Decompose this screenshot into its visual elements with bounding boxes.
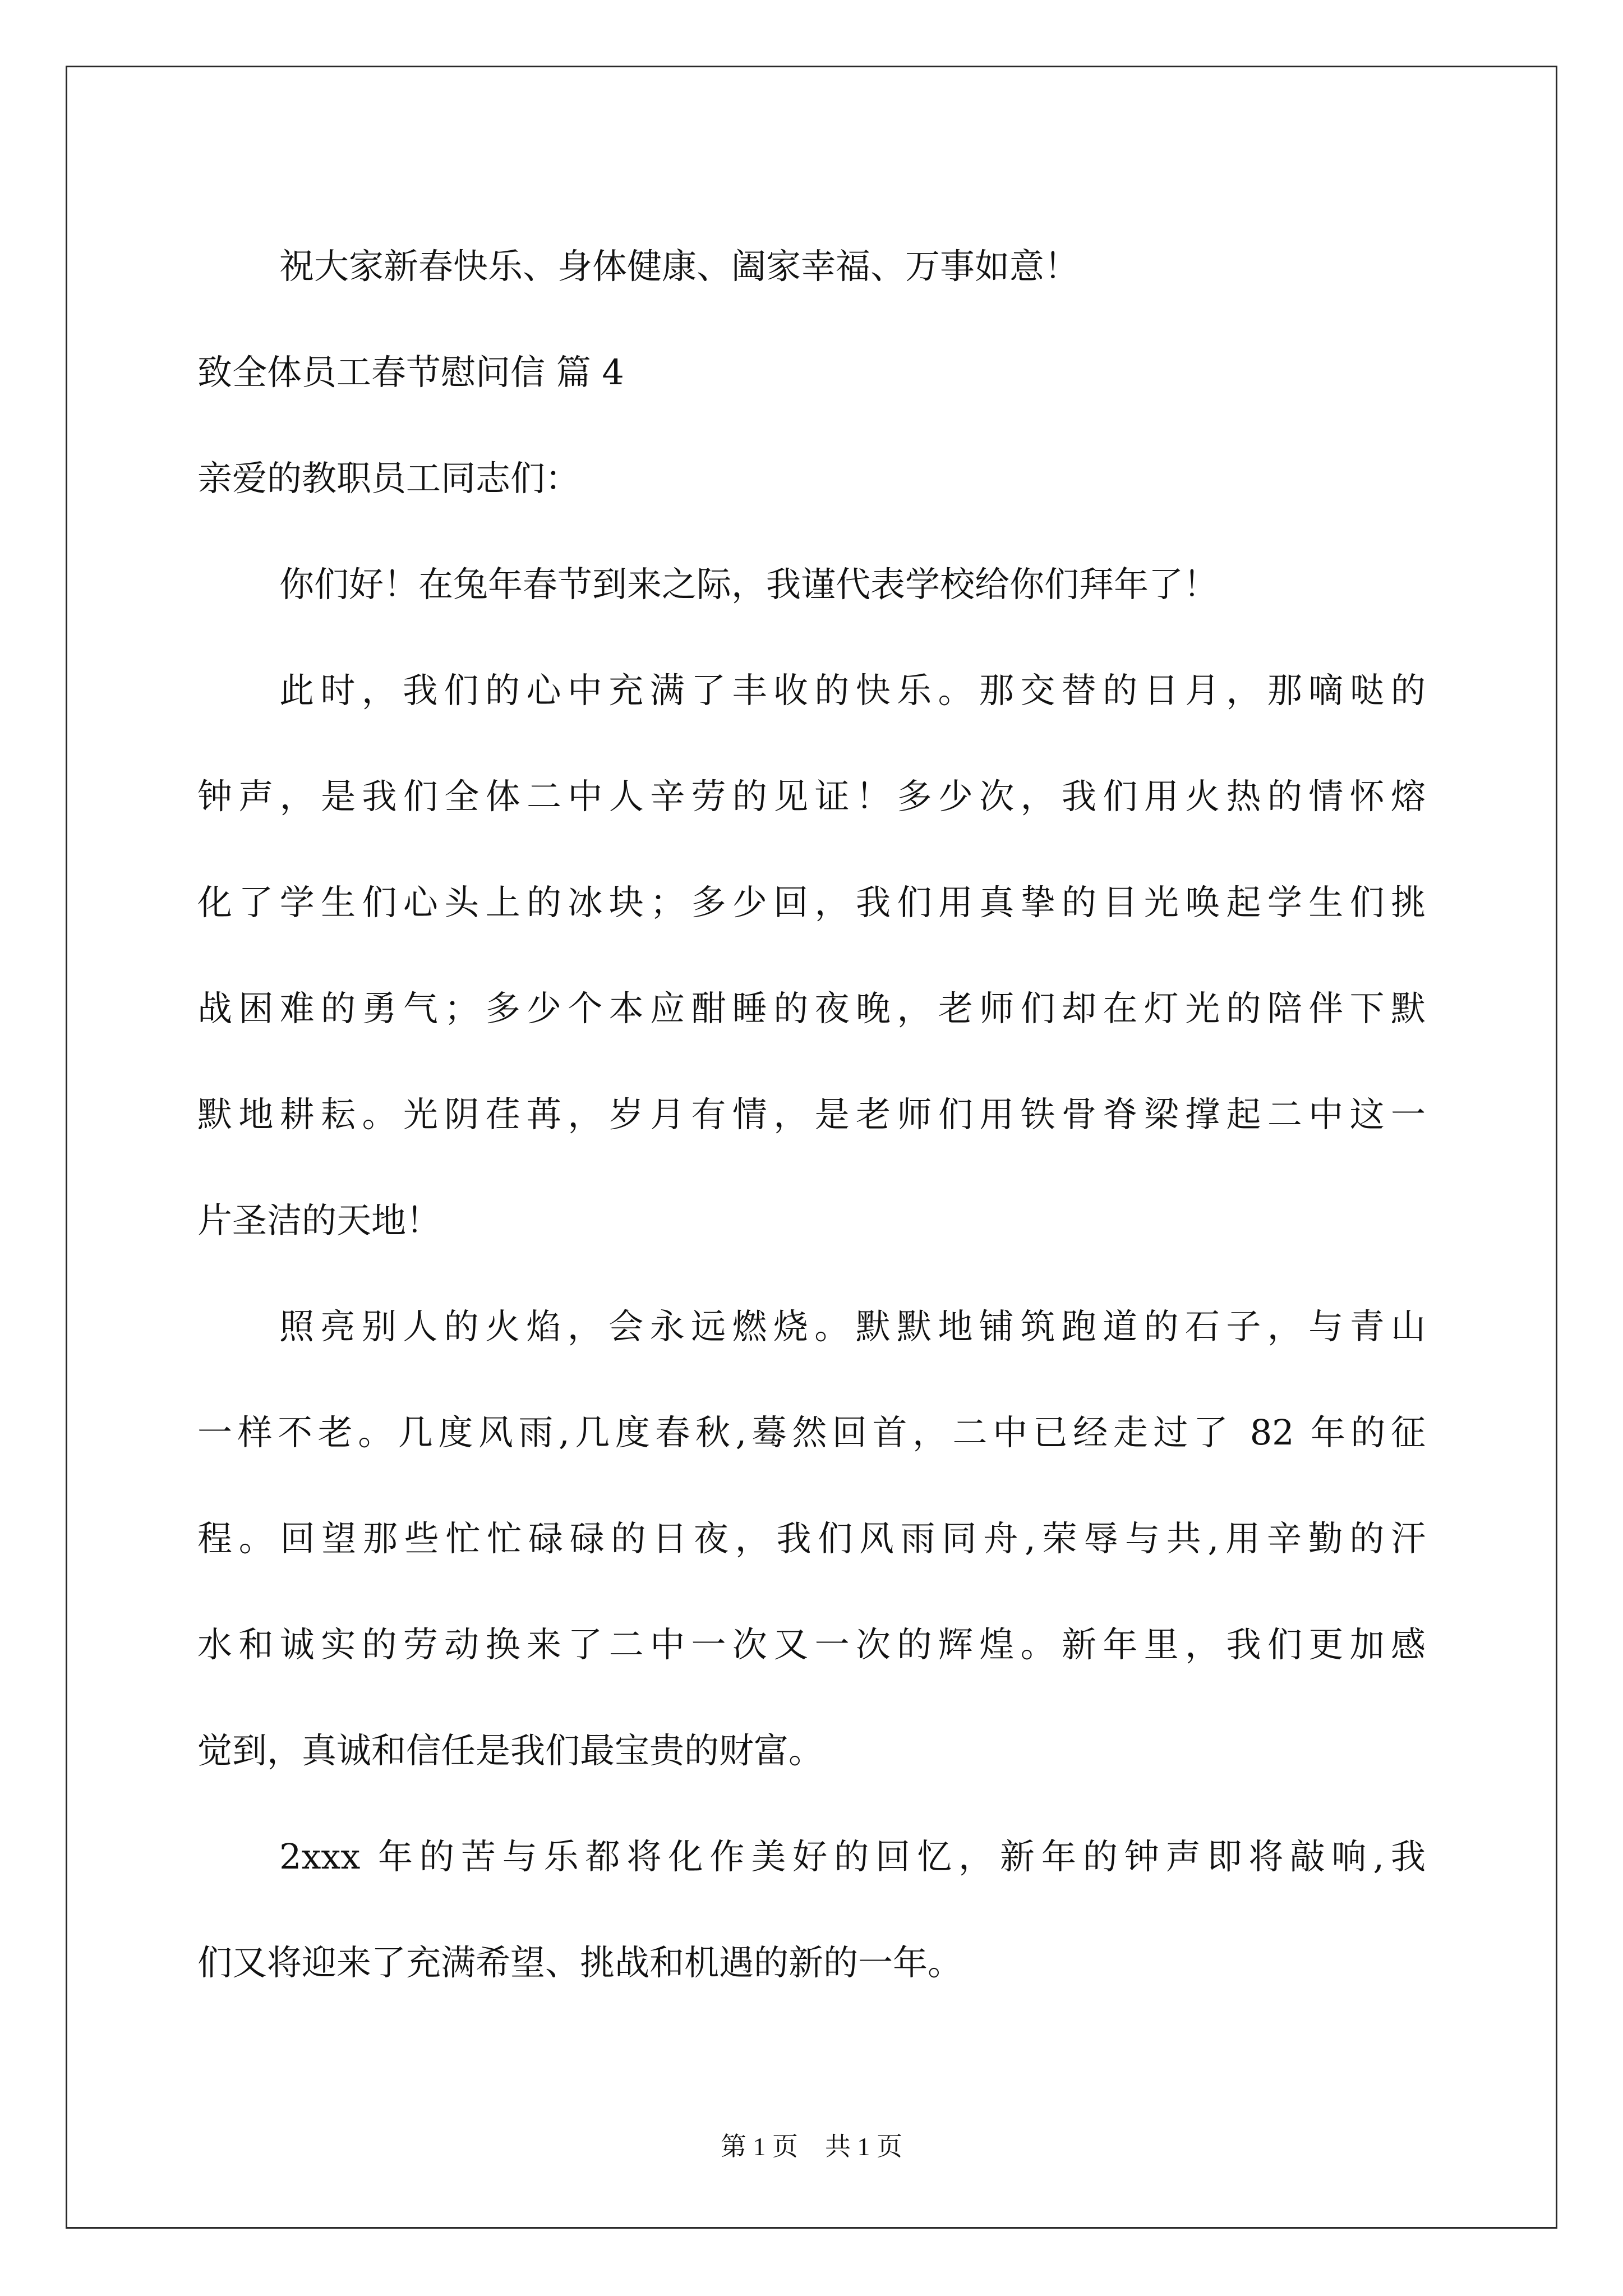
paragraph-line: 一样不老。几度风雨,几度春秋,蓦然回首，二中已经走过了 82 年的征 (197, 1412, 1426, 1453)
paragraph-line: 照亮别人的火焰，会永远燃烧。默默地铺筑跑道的石子，与青山 (279, 1306, 1426, 1347)
paragraph-line: 2xxx 年的苦与乐都将化作美好的回忆，新年的钟声即将敲响,我 (279, 1836, 1426, 1877)
paragraph-line: 程。回望那些忙忙碌碌的日夜，我们风雨同舟,荣辱与共,用辛勤的汗 (197, 1518, 1426, 1559)
paragraph-line: 化了学生们心头上的冰块；多少回，我们用真挚的目光唤起学生们挑 (197, 882, 1426, 923)
paragraph-line: 们又将迎来了充满希望、挑战和机遇的新的一年。 (197, 1942, 963, 1983)
paragraph-line: 片圣洁的天地！ (197, 1200, 441, 1241)
closing-wishes-line: 祝大家新春快乐、身体健康、阖家幸福、万事如意！ (279, 246, 1080, 287)
salutation: 亲爱的教职员工同志们： (197, 458, 580, 499)
section-heading: 致全体员工春节慰问信 篇 4 (197, 352, 624, 393)
paragraph-line: 钟声，是我们全体二中人辛劳的见证！多少次，我们用火热的情怀熔 (197, 776, 1426, 817)
paragraph-line: 水和诚实的劳动换来了二中一次又一次的辉煌。新年里，我们更加感 (197, 1624, 1426, 1665)
paragraph-line: 战困难的勇气；多少个本应酣睡的夜晚，老师们却在灯光的陪伴下默 (197, 988, 1426, 1029)
paragraph-line: 此时，我们的心中充满了丰收的快乐。那交替的日月，那嘀哒的 (279, 670, 1426, 711)
page-number: 第 1 页 (721, 2132, 798, 2161)
paragraph-line: 默地耕耘。光阴荏苒，岁月有情，是老师们用铁骨脊梁撑起二中这一 (197, 1094, 1426, 1135)
page-footer (0, 2126, 1623, 2163)
document-body (197, 213, 1426, 2016)
greeting-line: 你们好！在兔年春节到来之际，我谨代表学校给你们拜年了！ (279, 564, 1219, 605)
paragraph-line: 觉到，真诚和信任是我们最宝贵的财富。 (197, 1730, 824, 1771)
page-total: 共 1 页 (825, 2132, 902, 2161)
